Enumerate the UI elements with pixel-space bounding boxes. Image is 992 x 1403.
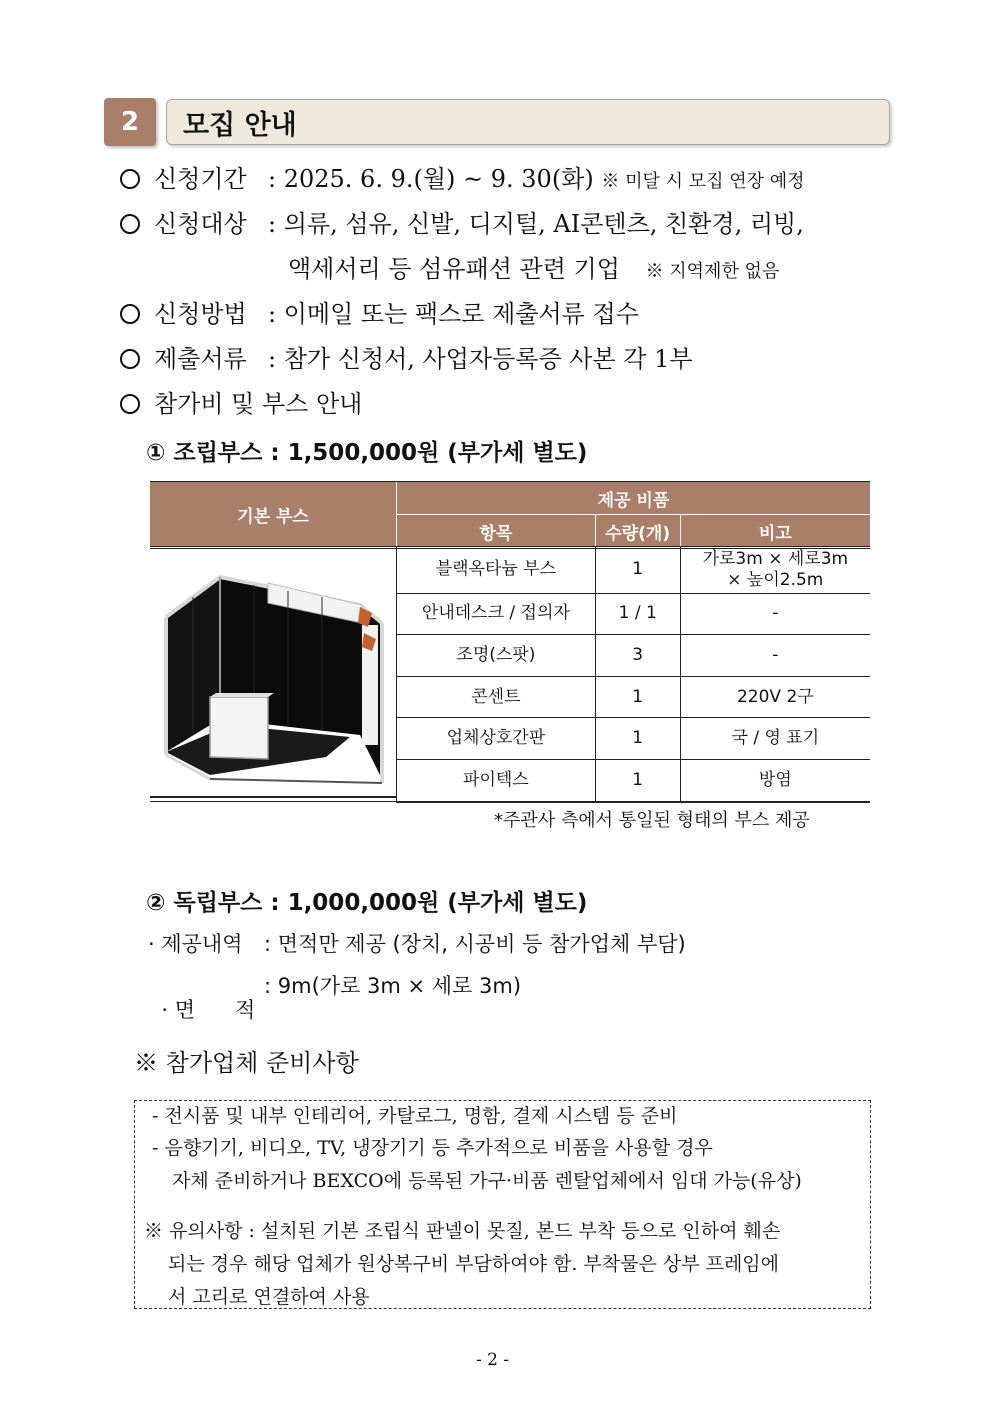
target-value-2: 액세서리 등 섬유패션 관련 기업	[288, 255, 620, 283]
row-qty: 1	[595, 547, 680, 593]
header-item: 항목	[397, 515, 596, 548]
provided-line	[148, 928, 243, 958]
prep-line-1: - 전시품 및 내부 인테리어, 카탈로그, 명함, 결제 시스템 등 준비	[152, 1105, 678, 1127]
preparation-box	[134, 1100, 871, 1309]
documents-label: 제출서류	[154, 345, 247, 373]
provided-value-line	[264, 928, 686, 958]
prep-line-3: 자체 준비하거나 BEXCO에 등록된 가구·비품 렌탈업체에서 임대 가능(유상)	[172, 1170, 802, 1192]
assembled-booth-heading: ① 조립부스 : 1,500,000원 (부가세 별도)	[146, 440, 588, 466]
method-label: 신청방법	[154, 300, 247, 328]
row-item: 블랙옥타늄 부스	[397, 547, 596, 593]
provided-value: : 면적만 제공 (장치, 시공비 등 참가업체 부담)	[264, 932, 686, 956]
target-value-line: : 의류, 섬유, 신발, 디지털, AI콘텐츠, 친환경, 리빙,	[268, 210, 804, 238]
row-note: 국 / 영 표기	[680, 718, 870, 760]
prep-line-2: - 음향기기, 비디오, TV, 냉장기기 등 추가적으로 비품을 사용할 경우	[152, 1137, 713, 1159]
caution-line-1: ※ 유의사항 : 설치된 기본 조립식 판넬이 못질, 본드 부착 등으로 인하여 훼손	[144, 1220, 781, 1242]
header-note: 비고	[680, 515, 870, 548]
caution-line-2: 되는 경우 해당 업체가 원상복구비 부담하여야 함. 부착물은 상부 프레임에	[168, 1253, 780, 1275]
table-row	[150, 547, 870, 593]
period-value-line: : 2025. 6. 9.(월) ~ 9. 30(화) ※ 미달 시 모집 연장 예정	[268, 165, 805, 193]
header-provided-items: 제공 비품	[397, 482, 871, 515]
period-line	[120, 163, 247, 195]
row-note-line-2: × 높이2.5m	[727, 569, 824, 590]
period-label: 신청기간	[154, 165, 247, 193]
independent-booth-heading: ② 독립부스 : 1,000,000원 (부가세 별도)	[146, 890, 588, 916]
row-item: 안내데스크 / 접의자	[397, 593, 596, 635]
section-title: 모집 안내	[166, 99, 890, 145]
row-item: 조명(스팟)	[397, 635, 596, 677]
row-note	[680, 547, 870, 593]
area-value-line	[264, 970, 521, 1000]
target-value-1: 의류, 섬유, 신발, 디지털, AI콘텐츠, 친환경, 리빙,	[283, 210, 804, 238]
circle-bullet-icon	[120, 349, 140, 369]
provided-label: · 제공내역	[148, 932, 243, 956]
row-note-line-1: 가로3m × 세로3m	[702, 548, 849, 569]
row-item: 파이텍스	[397, 759, 596, 801]
booth-image-cell	[150, 547, 397, 802]
documents-value-line: : 참가 신청서, 사업자등록증 사본 각 1부	[268, 345, 693, 373]
header-qty: 수량(개)	[595, 515, 680, 548]
area-line	[148, 970, 255, 1024]
area-label: · 면 적	[161, 998, 256, 1022]
period-value: 2025. 6. 9.(월) ~ 9. 30(화)	[283, 165, 594, 193]
booth-illustration	[150, 547, 396, 795]
row-qty: 1 / 1	[595, 593, 680, 635]
circle-bullet-icon	[120, 304, 140, 324]
booth-table	[150, 482, 870, 803]
page-number: - 2 -	[476, 1350, 510, 1370]
method-line	[120, 298, 247, 330]
row-item: 업체상호간판	[397, 718, 596, 760]
row-qty: 1	[595, 759, 680, 801]
row-item: 콘센트	[397, 676, 596, 718]
table-header-rule	[150, 546, 870, 549]
preparation-heading: ※ 참가업체 준비사항	[134, 1049, 359, 1077]
fee-label: 참가비 및 부스 안내	[154, 390, 363, 418]
target-value-line-2	[288, 253, 779, 288]
caution-line-3: 서 고리로 연결하여 사용	[168, 1286, 370, 1308]
target-line	[120, 208, 247, 240]
target-note: ※ 지역제한 없음	[645, 261, 780, 282]
row-note: -	[680, 635, 870, 677]
header-basic-booth: 기본 부스	[150, 482, 397, 547]
row-note: -	[680, 593, 870, 635]
method-value: 이메일 또는 팩스로 제출서류 접수	[283, 300, 639, 328]
fee-line	[120, 388, 362, 420]
row-qty: 1	[595, 718, 680, 760]
row-note: 방염	[680, 759, 870, 801]
area-value: : 9m(가로 3m × 세로 3m)	[264, 974, 522, 998]
method-value-line: : 이메일 또는 팩스로 제출서류 접수	[268, 300, 639, 328]
table-bottom-rule	[150, 796, 396, 798]
period-note: ※ 미달 시 모집 연장 예정	[601, 171, 805, 192]
documents-value: 참가 신청서, 사업자등록증 사본 각 1부	[283, 345, 693, 373]
documents-line	[120, 343, 247, 375]
row-qty: 1	[595, 676, 680, 718]
booth-footnote: *주관사 측에서 통일된 형태의 부스 제공	[494, 810, 810, 831]
circle-bullet-icon	[120, 214, 140, 234]
section-number: 2	[104, 98, 156, 146]
row-note: 220V 2구	[680, 676, 870, 718]
row-qty: 3	[595, 635, 680, 677]
circle-bullet-icon	[120, 169, 140, 189]
target-label: 신청대상	[154, 210, 247, 238]
circle-bullet-icon	[120, 394, 140, 414]
